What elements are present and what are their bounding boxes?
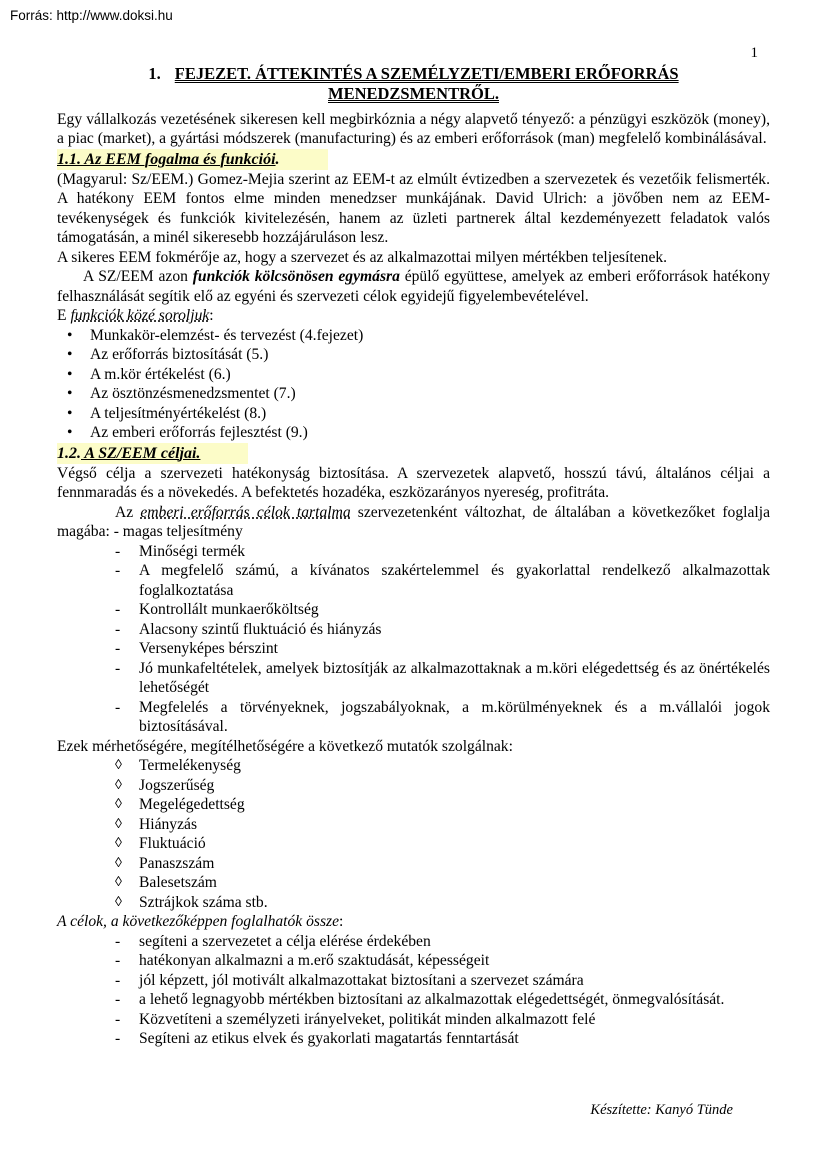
diamond-icon: ◊ bbox=[115, 875, 122, 890]
diamond-icon: ◊ bbox=[115, 855, 122, 871]
bullet-icon: • bbox=[67, 326, 73, 344]
diamond-icon: ◊ bbox=[115, 816, 122, 832]
dash-icon: - bbox=[115, 1030, 121, 1047]
list-item: - a lehető legnagyobb mértékben biztosítani az alkalmazottak elégedettségét, önmegvalósítását. bbox=[115, 991, 725, 1008]
list-item: • Az ösztönzésmenedzsmentet (7.) bbox=[67, 385, 296, 402]
dash-icon: - bbox=[115, 932, 121, 950]
title-line-2: MENEDZSMENTRŐL. bbox=[328, 83, 499, 103]
list-item: • Az emberi erőforrás fejlesztést (9.) bbox=[67, 424, 308, 441]
diamond-icon: ◊ bbox=[115, 777, 122, 793]
list-item: - Kontrollált munkaerőköltség bbox=[115, 601, 319, 618]
list-item: ◊ Jogszerűség bbox=[115, 776, 215, 794]
dash-icon: - bbox=[115, 991, 121, 1008]
list-item: - Versenyképes bérszint bbox=[115, 640, 278, 657]
list-item: - Megfelelés a törvényeknek, jogszabályoknak, a m.körülményeknek és a m.vállalói jogok biztosításával. bbox=[115, 698, 770, 735]
diamond-icon: ◊ bbox=[115, 758, 122, 773]
indicators-diamond-list bbox=[57, 756, 770, 912]
source-note: Forrás: http://www.doksi.hu bbox=[10, 8, 173, 23]
list-item: - Közvetíteni a személyzeti irányelveket, politikát minden alkalmazott felé bbox=[115, 1010, 596, 1028]
title-number: 1. bbox=[148, 63, 161, 83]
list-item: - A megfelelő számú, a kívánatos szakértelemmel és gyakorlattal rendelkező alkalmazottak foglalkoztatása bbox=[115, 562, 770, 599]
paragraph-functions-lead: E funkciók közé soroljuk: bbox=[57, 307, 214, 324]
list-item: ◊ Termelékenység bbox=[115, 757, 241, 774]
dash-icon: - bbox=[115, 1010, 121, 1028]
section-heading-1-1 bbox=[57, 149, 770, 170]
goals-dash-list bbox=[57, 542, 770, 737]
title-line-1: FEJEZET. ÁTTEKINTÉS A SZEMÉLYZETI/EMBERI ERŐFORRÁS bbox=[174, 63, 679, 83]
bullet-icon: • bbox=[67, 385, 73, 402]
bullet-icon: • bbox=[67, 424, 73, 441]
dash-icon: - bbox=[115, 542, 121, 560]
dash-icon: - bbox=[115, 601, 121, 618]
credit-note: Készítette: Kanyó Tünde bbox=[590, 1102, 733, 1118]
dash-icon: - bbox=[115, 620, 121, 638]
list-item: - Jó munkafeltételek, amelyek biztosítják az alkalmazottaknak a m.köri elégedettség és az önértékelés lehetőségét bbox=[115, 659, 770, 696]
list-item: • A teljesítményértékelést (8.) bbox=[67, 404, 267, 422]
section-heading-1-2 bbox=[57, 443, 770, 464]
paragraph-summary-lead: A célok, a következőképpen foglalhatók össze: bbox=[57, 913, 344, 930]
highlight-1-1: 1.1. Az EEM fogalma és funkciói. bbox=[57, 149, 328, 170]
list-item: - Segíteni az etikus elvek és gyakorlati magatartás fenntartását bbox=[115, 1030, 519, 1047]
list-item: ◊ Balesetszám bbox=[115, 874, 217, 891]
list-item: - Alacsony szintű fluktuáció és hiányzás bbox=[115, 620, 382, 638]
paragraph-szeem-functions: A SZ/EEM azon funkciók kölcsönösen egymásra épülő együttese, amelyek az emberi erőforrások hatékony felhasználását segítik elő az egyéni és szervezeti célok egyidejű figyelembevételével. bbox=[57, 268, 770, 305]
emphasis-functions-list: funkciók közé soroljuk bbox=[70, 307, 210, 324]
intro-paragraph: Egy vállalkozás vezetésének sikeresen kell megbirkóznia a négy alapvető tényező: a pénzügyi eszközök (money), a piac (market), a gyártási módszerek (manufacturing) és az emberi erőforrások (man) megfelelő kombinálásával. bbox=[57, 110, 770, 147]
dash-icon: - bbox=[115, 562, 121, 579]
list-item: • A m.kör értékelést (6.) bbox=[67, 365, 231, 383]
diamond-icon: ◊ bbox=[115, 797, 122, 812]
dash-icon: - bbox=[115, 698, 121, 716]
list-item: ◊ Megelégedettség bbox=[115, 796, 245, 813]
diamond-icon: ◊ bbox=[115, 894, 122, 910]
bullet-icon: • bbox=[67, 346, 73, 363]
highlight-1-2: 1.2. A SZ/EEM céljai. bbox=[57, 443, 248, 464]
list-item: ◊ Hiányzás bbox=[115, 815, 198, 833]
paragraph-eem-measure: A sikeres EEM fokmérője az, hogy a szervezet és az alkalmazottai milyen mértékben teljesítenek. bbox=[57, 248, 668, 266]
diamond-icon: ◊ bbox=[115, 836, 122, 851]
list-item: - hatékonyan alkalmazni a m.erő szaktudását, képességeit bbox=[115, 952, 490, 969]
list-item: • Munkakör-elemzést- és tervezést (4.fejezet) bbox=[67, 326, 364, 344]
dash-icon: - bbox=[115, 640, 121, 657]
dash-icon: - bbox=[115, 971, 121, 989]
bullet-icon: • bbox=[67, 404, 73, 422]
list-item: • Az erőforrás biztosítását (5.) bbox=[67, 346, 269, 363]
paragraph-goals-intro: Végső célja a szervezeti hatékonyság biztosítása. A szervezetek alapvető, hosszú távú, általános céljai a fennmaradás és a növekedés. A befektetés hozadéka, eszközarányos nyereség, profitráta. bbox=[57, 464, 770, 501]
functions-bullet-list bbox=[57, 326, 770, 443]
emphasis-summary-lead: A célok, a következőképpen foglalhatók össze bbox=[57, 913, 340, 930]
emphasis-goal-content: emberi erőforrás célok tartalma bbox=[140, 503, 351, 521]
summary-dash-list bbox=[57, 932, 770, 1049]
emphasis-functions-mutual: funkciók kölcsönösen egymásra bbox=[192, 268, 400, 285]
dash-icon: - bbox=[115, 952, 121, 969]
list-item: - Minőségi termék bbox=[115, 542, 246, 560]
list-item: ◊ Fluktuáció bbox=[115, 835, 206, 852]
page-number: 1 bbox=[750, 45, 758, 61]
paragraph-eem-definition: (Magyarul: Sz/EEM.) Gomez-Mejia szerint az EEM-t az elmúlt évtizedben a szervezetek és vezetőik felismerték. A hatékony EEM fontos elme minden menedzser munkájának. David Ulrich: a jövőben nem az EEM-tevékenységek és funkciók kivitelezésén, hanem az üzleti partnerek által kezdeményezett feladatok valós támogatásán, a minél sikeresebb hozzájáruláson lesz. bbox=[57, 170, 770, 246]
list-item: - jól képzett, jól motivált alkalmazottakat biztosítani a szervezet számára bbox=[115, 971, 584, 989]
document-title bbox=[57, 64, 770, 104]
page-content bbox=[57, 26, 770, 1049]
paragraph-indicators-lead: Ezek mérhetőségére, megítélhetőségére a következő mutatók szolgálnak: bbox=[57, 737, 513, 755]
bullet-icon: • bbox=[67, 365, 73, 383]
paragraph-goals-content: Az emberi erőforrás célok tartalma szervezetenként változhat, de általában a következőket foglalja magába: - magas teljesítmény bbox=[57, 503, 770, 540]
list-item: ◊ Sztrájkok száma stb. bbox=[115, 893, 268, 911]
list-item: - segíteni a szervezetet a célja elérése érdekében bbox=[115, 932, 431, 950]
list-item: ◊ Panaszszám bbox=[115, 854, 215, 872]
dash-icon: - bbox=[115, 659, 121, 677]
